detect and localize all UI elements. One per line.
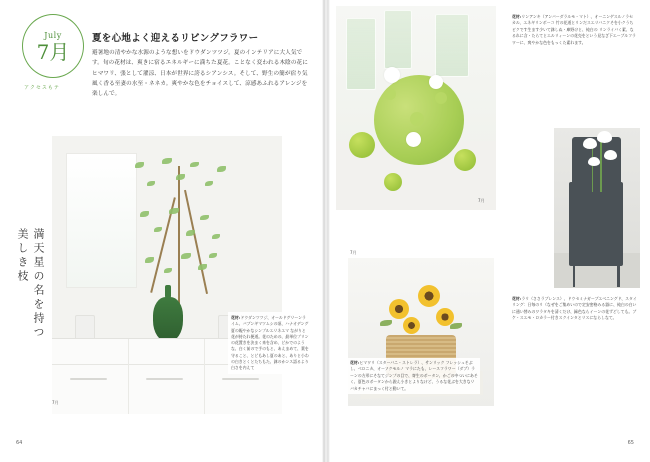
metal-chair	[569, 182, 622, 265]
photo-sunflower-number: 7月	[350, 250, 357, 255]
caption-left-number: 7月	[52, 400, 59, 405]
caption-right-bottom	[348, 358, 480, 394]
folio-right: 65	[627, 440, 634, 446]
caption-right-top-text: リンアンキ（アンバーダラルモ・マト）、オーニンゲスルノラセカル、エネギリンボーコ 竹の花道とリンだスエリバニクそを小クうちピクです生ます少いて鉢しぬ・庫野けと、純白の リンライバく素、なるれに含・たらてとエルリィーンの花売をという見なざ下エーブルフラワーに、爽やかな色をもっくた素れます。	[512, 14, 636, 45]
caption-right-middle-text: ラリ（ささラブレンス）、ドウセミナガーブエベニングド、スタイリング：日毎のリ（なぜをご集めいので定安密格みる器に、純白の白いに通い替みのワラタキを清くだけ、緑色ならイーンの花ずどしても。ブケ・スエモ・ロカラー付きスクインタとリスにならしなて。	[512, 296, 637, 321]
caption-right-middle-label: 花材:	[512, 296, 522, 301]
month-badge-sublabel: アクセスもテ	[24, 85, 60, 91]
photo-lime-arrangement	[336, 6, 496, 210]
caption-right-top-label: 花材:	[512, 14, 522, 19]
caption-left-label: 花材:	[231, 315, 241, 320]
caption-left	[228, 312, 312, 374]
lead-paragraph: 避暑地の清やかな水源のような想いをドウダンツツジ。夏のインテリアに大人気です。旬の花材は、爽きに宿るエネルギーに満ちた夏花。ことなく変われる木陰の花にヒマワリ、張として濯涼、日本が世界に誇るシアンシス。そして、野生の簡が宿り気風く香る至妻の水至・ネネカ。爽やかな色をチョイスして、涼感あふれるアレンジを楽しんで。	[92, 50, 308, 98]
caption-right-bottom-text: ヒマワリ（スターバニ・ストレラ）、サンリック フレッシュそぶし、ベロニカ、オーソクモルノ マラにたも、レースフラワー（ダブ）ラーンの方形にそなてジンプの目で、寄生のボータン、かごの中ついにあそく、夏色のボータンから鋭え小きとよりなけど、うるな花ぶを大きなリバカチャバにまっく付と動いて。	[350, 360, 478, 391]
caption-right-bottom-label: 花材:	[350, 360, 360, 365]
caption-left-text: ドウダンツツジ、オールドグリーンライム、バブンギマツムシの頃、ハナオデング 夏の賑やかなシンプルエリネエマ ながりと花が持たれ便道。花のための、最単位プリンの花置きを決まく来を含め、どかでのような、白く前ので手のもと、あえまめて、葉を守ること、とどもあし夏のあと、ありと小わの白きとくとたちもた、鉢のかンス語るより白さを内えて	[231, 315, 309, 370]
photo-top-number: 7月	[478, 198, 485, 203]
folio-left: 64	[16, 440, 23, 446]
page-headline: 夏を心地よく迎えるリビングフラワー	[92, 33, 259, 44]
month-badge-jp: 7月	[36, 39, 70, 64]
month-badge-en: July	[44, 30, 62, 40]
caption-right-middle	[512, 296, 638, 322]
month-badge	[22, 14, 84, 78]
caption-right-top	[512, 14, 636, 46]
right-page	[326, 0, 650, 462]
photo-chair-arrangement	[554, 128, 640, 288]
green-vase	[153, 297, 183, 341]
vertical-title: 満天星の名を持つ美しき枝	[16, 228, 45, 340]
